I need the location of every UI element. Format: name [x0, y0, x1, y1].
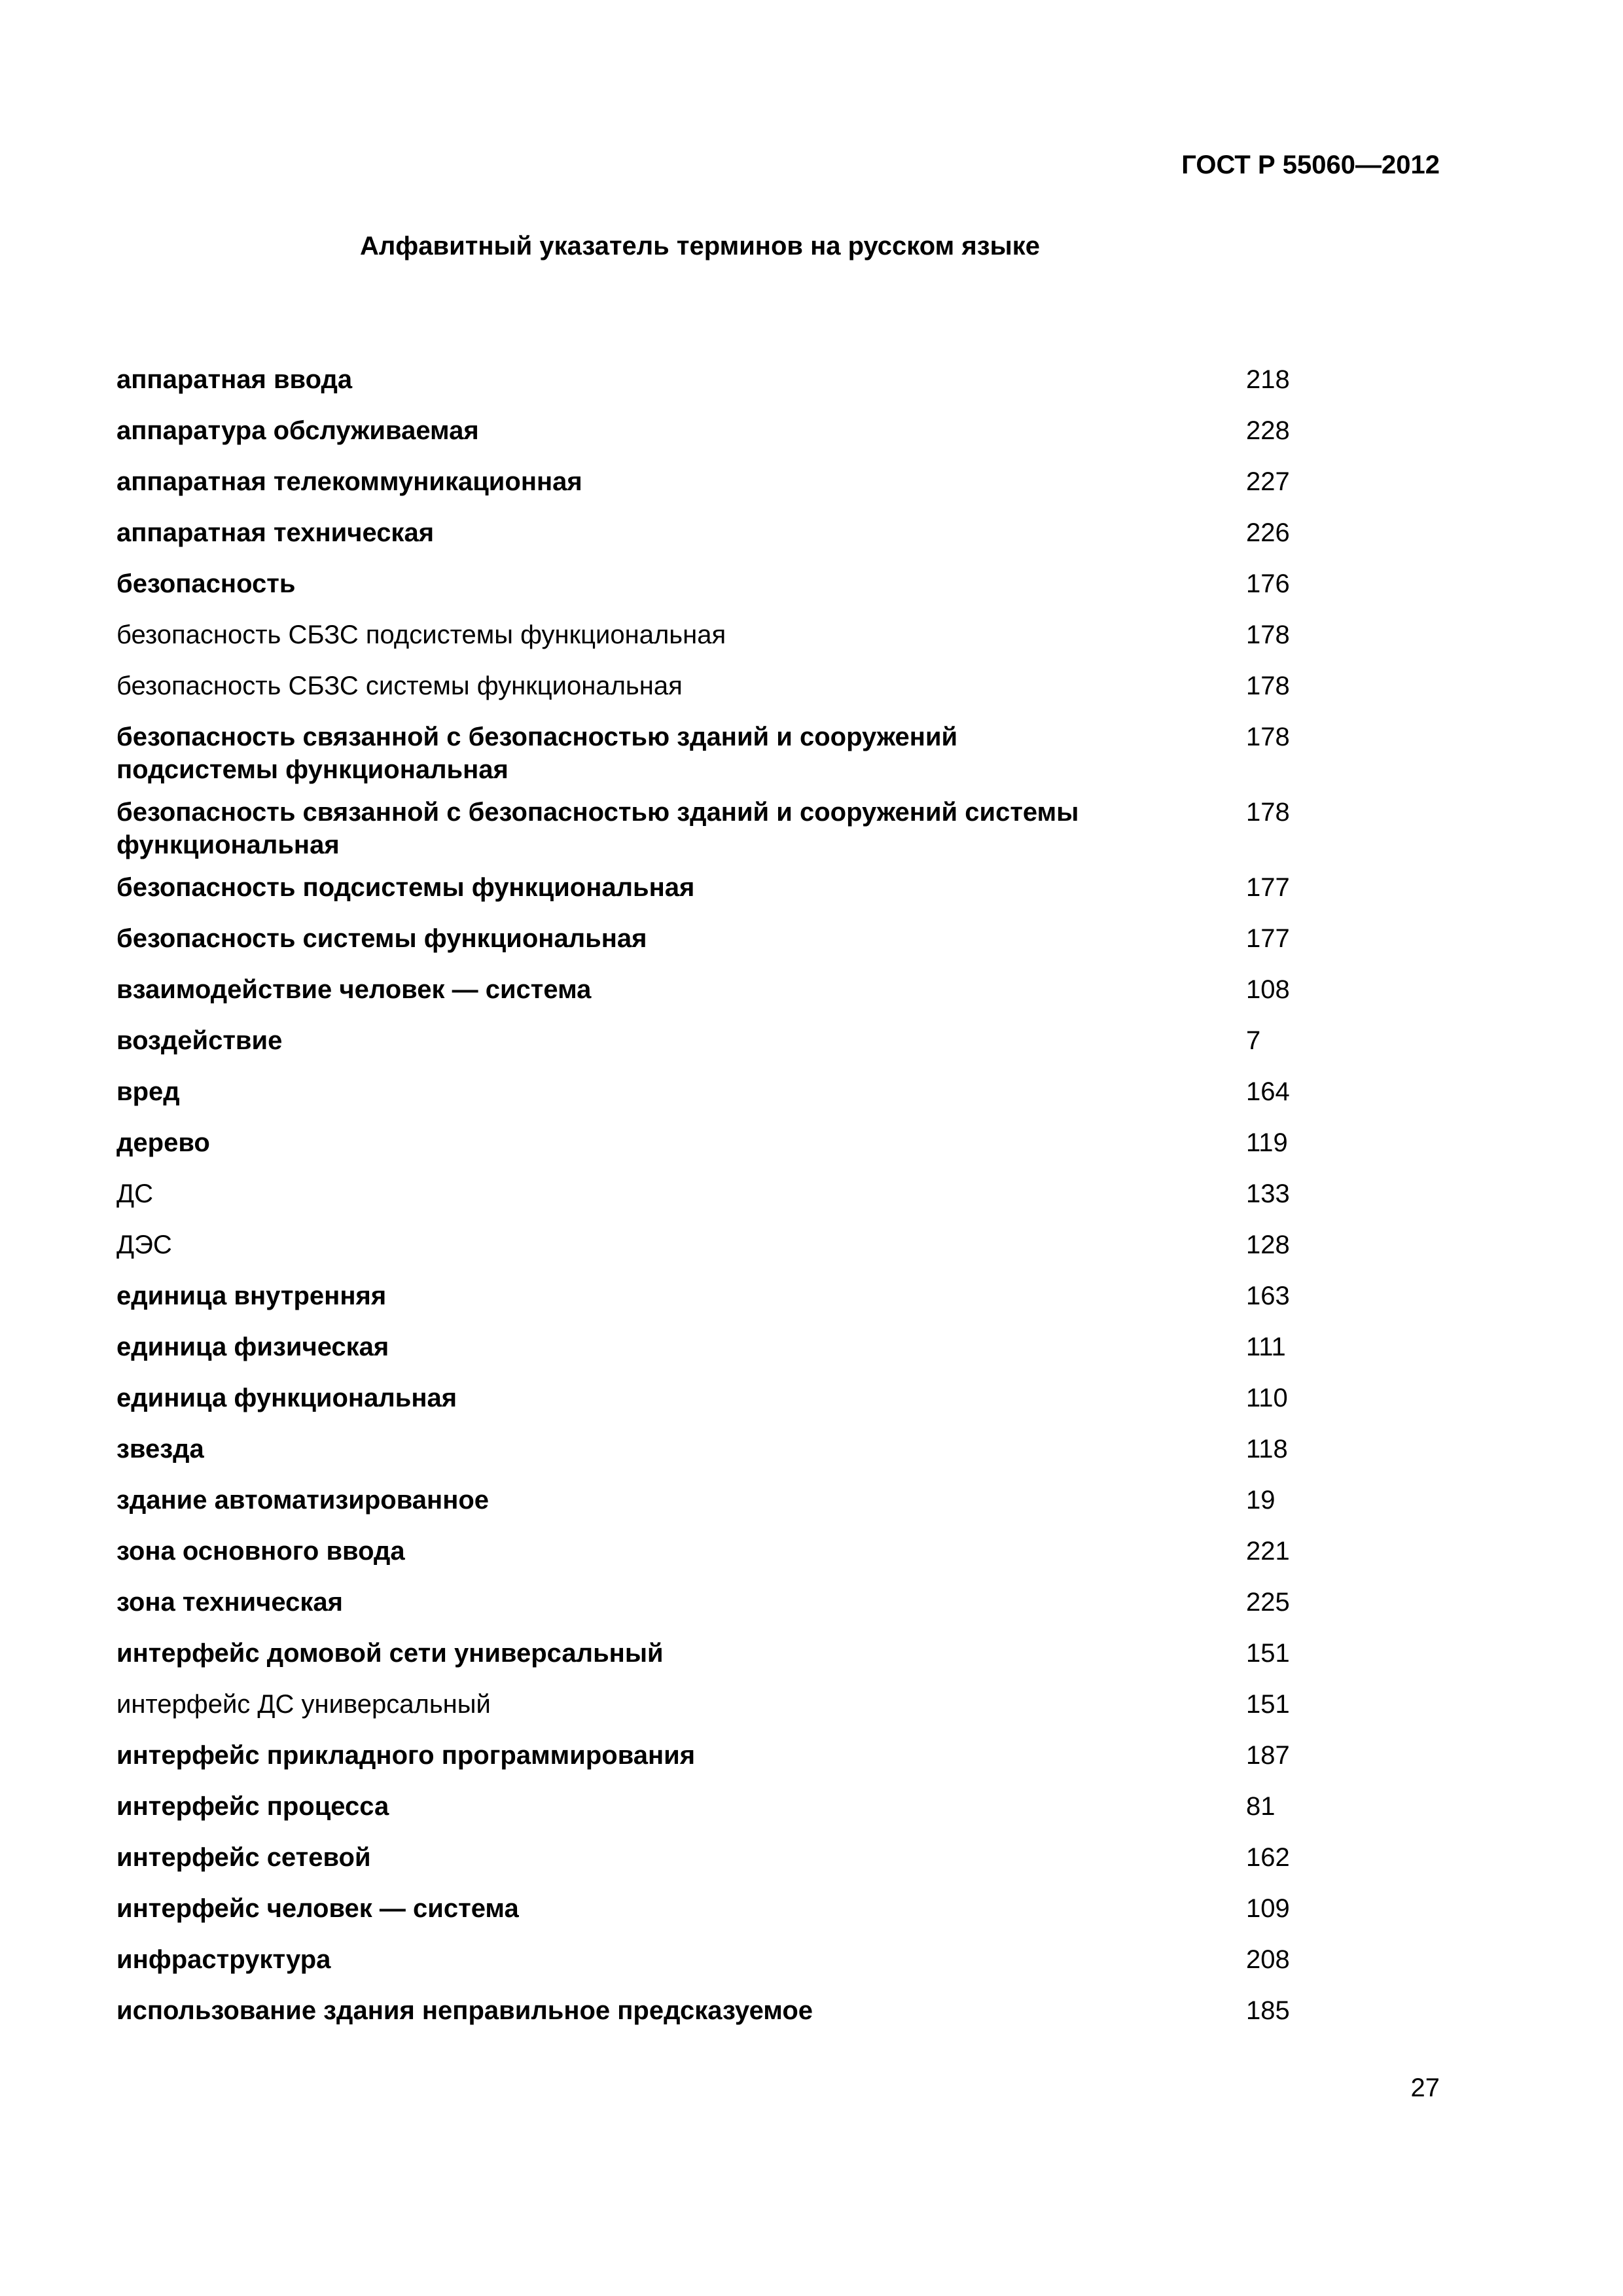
document-id: ГОСТ Р 55060—2012 — [1181, 151, 1440, 179]
index-page-ref: 185 — [1246, 1996, 1290, 2025]
index-term: интерфейс человек — система — [116, 1894, 519, 1923]
index-entry — [116, 465, 1347, 516]
index-entry — [116, 1739, 1347, 1790]
index-entry — [116, 1484, 1347, 1535]
index-term: зона основного ввода — [116, 1537, 405, 1566]
index-entry — [116, 1331, 1347, 1382]
index-entry — [116, 1586, 1347, 1637]
index-term: единица физическая — [116, 1333, 389, 1361]
index-term: аппаратная телекоммуникационная — [116, 467, 582, 496]
page-title: Алфавитный указатель терминов на русском языке — [360, 232, 1041, 260]
index-entry — [116, 1637, 1347, 1688]
index-entry — [116, 1280, 1347, 1331]
index-entry — [116, 414, 1347, 465]
index-entry — [116, 1433, 1347, 1484]
index-page-ref: 163 — [1246, 1282, 1290, 1310]
index-entry — [116, 1943, 1347, 1994]
index-page-ref: 177 — [1246, 924, 1290, 953]
index-entry — [116, 721, 1347, 796]
index-term: вред — [116, 1077, 180, 1106]
index-page-ref: 218 — [1246, 365, 1290, 394]
index-entry — [116, 567, 1347, 619]
index-term: ДС — [116, 1179, 153, 1208]
index-page-ref: 226 — [1246, 518, 1290, 547]
index-entry — [116, 973, 1347, 1024]
index-term: интерфейс ДС универсальный — [116, 1690, 491, 1719]
index-term: интерфейс прикладного программирования — [116, 1741, 696, 1770]
index-term: интерфейс домовой сети универсальный — [116, 1639, 664, 1668]
index-page-ref: 110 — [1246, 1384, 1288, 1412]
index-page-ref: 19 — [1246, 1486, 1275, 1515]
index-page-ref: 111 — [1246, 1333, 1286, 1361]
index-term: единица функциональная — [116, 1384, 457, 1412]
index-entry — [116, 1892, 1347, 1943]
index-page-ref: 178 — [1246, 798, 1290, 827]
index-term: единица внутренняя — [116, 1282, 387, 1310]
index-term: воздействие — [116, 1026, 283, 1055]
index-term: безопасность связанной с безопасностью зданий и сооружений подсистемы функциональная — [116, 723, 958, 784]
index-term: безопасность СБЗС подсистемы функциональная — [116, 620, 726, 649]
index-term: интерфейс сетевой — [116, 1843, 371, 1872]
index-term: зона техническая — [116, 1588, 343, 1617]
index-page-ref: 119 — [1246, 1128, 1288, 1157]
index-entry — [116, 1024, 1347, 1075]
index-term: звезда — [116, 1435, 204, 1463]
index-page-ref: 109 — [1246, 1894, 1290, 1923]
index-entry — [116, 1126, 1347, 1177]
index-page-ref: 208 — [1246, 1945, 1290, 1974]
index-term: безопасность системы функциональная — [116, 924, 647, 953]
index-entry — [116, 1994, 1347, 2045]
index-page-ref: 225 — [1246, 1588, 1290, 1617]
index-entry — [116, 1688, 1347, 1739]
index-term: здание автоматизированное — [116, 1486, 490, 1515]
index-entry — [116, 1841, 1347, 1892]
index-entry — [116, 871, 1347, 922]
index-entry — [116, 363, 1347, 414]
index-entry — [116, 796, 1347, 871]
index-entry — [116, 1229, 1347, 1280]
index-term: безопасность СБЗС системы функциональная — [116, 672, 683, 700]
index-entry — [116, 1535, 1347, 1586]
index-page-ref: 187 — [1246, 1741, 1290, 1770]
index-page-ref: 164 — [1246, 1077, 1290, 1106]
index-term: безопасность связанной с безопасностью зданий и сооружений системы функциональная — [116, 798, 1079, 859]
index-entry — [116, 922, 1347, 973]
index-page-ref: 108 — [1246, 975, 1290, 1004]
index-entry — [116, 1382, 1347, 1433]
index-page-ref: 178 — [1246, 620, 1290, 649]
index-term: использование здания неправильное предсказуемое — [116, 1996, 813, 2025]
index-term: безопасность подсистемы функциональная — [116, 873, 695, 902]
index-page-ref: 221 — [1246, 1537, 1290, 1566]
index-page-ref: 162 — [1246, 1843, 1290, 1872]
page-number: 27 — [1410, 2073, 1440, 2102]
index-term: ДЭС — [116, 1230, 172, 1259]
index-term: аппаратура обслуживаемая — [116, 416, 479, 445]
index-entry — [116, 516, 1347, 567]
index-page-ref: 151 — [1246, 1639, 1290, 1668]
index-entry — [116, 1790, 1347, 1841]
index-term: безопасность — [116, 569, 296, 598]
index-term: взаимодействие человек — система — [116, 975, 592, 1004]
index-page-ref: 228 — [1246, 416, 1290, 445]
index-page-ref: 177 — [1246, 873, 1290, 902]
index-page-ref: 81 — [1246, 1792, 1275, 1821]
index-entry — [116, 1177, 1347, 1229]
index-entry — [116, 619, 1347, 670]
term-index-list — [116, 363, 1347, 2045]
index-page-ref: 176 — [1246, 569, 1290, 598]
index-entry — [116, 670, 1347, 721]
index-page-ref: 151 — [1246, 1690, 1290, 1719]
index-entry — [116, 1075, 1347, 1126]
index-page-ref: 178 — [1246, 723, 1290, 751]
index-page-ref: 227 — [1246, 467, 1290, 496]
index-term: инфраструктура — [116, 1945, 331, 1974]
index-term: дерево — [116, 1128, 210, 1157]
index-page-ref: 178 — [1246, 672, 1290, 700]
index-page-ref: 133 — [1246, 1179, 1290, 1208]
index-term: интерфейс процесса — [116, 1792, 389, 1821]
index-term: аппаратная ввода — [116, 365, 353, 394]
index-page-ref: 7 — [1246, 1026, 1261, 1055]
index-term: аппаратная техническая — [116, 518, 435, 547]
index-page-ref: 128 — [1246, 1230, 1290, 1259]
index-page-ref: 118 — [1246, 1435, 1288, 1463]
